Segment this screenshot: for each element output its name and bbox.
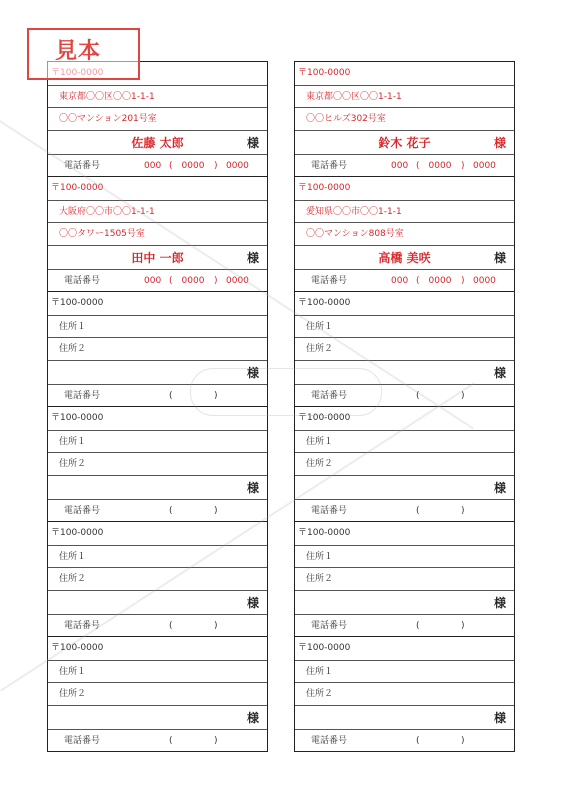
recipient-name-row[interactable]	[295, 705, 514, 729]
phone-paren-open: (	[169, 735, 173, 746]
recipient-name: 佐藤 太郎	[131, 135, 184, 150]
address-line-2[interactable]: 住所２	[48, 452, 267, 475]
address-line-2[interactable]: 住所２	[295, 567, 514, 590]
address-line-1[interactable]: 東京都〇〇区〇〇1-1-1	[48, 85, 267, 108]
recipient-name-row[interactable]	[295, 475, 514, 499]
phone-paren-open: (	[416, 390, 420, 401]
phone-label: 電話番号	[64, 160, 101, 171]
phone-paren-close: )	[461, 735, 465, 746]
phone-paren-open: (	[416, 735, 420, 746]
phone-exchange: 0000	[428, 160, 452, 171]
phone-label: 電話番号	[311, 160, 348, 171]
sample-stamp-label: 見本	[55, 39, 102, 64]
honorific-label: 様	[493, 595, 506, 610]
address-card	[295, 62, 514, 176]
honorific-label: 様	[493, 250, 506, 265]
phone-row[interactable]	[295, 614, 514, 637]
phone-paren-close: )	[461, 620, 465, 631]
phone-label: 電話番号	[64, 620, 101, 631]
address-line-2[interactable]: 〇〇マンション808号室	[295, 222, 514, 245]
phone-row[interactable]	[48, 729, 267, 752]
address-card	[48, 406, 267, 521]
phone-area-code: 000	[391, 275, 409, 286]
address-card	[295, 636, 514, 751]
phone-number: 0000	[473, 160, 496, 171]
phone-row[interactable]	[295, 269, 514, 292]
phone-row[interactable]	[48, 269, 267, 292]
address-card	[48, 521, 267, 636]
address-card	[295, 176, 514, 291]
postal-code[interactable]: 〒100-0000	[298, 183, 351, 193]
phone-paren-close: )	[461, 160, 465, 171]
phone-row[interactable]	[48, 499, 267, 522]
postal-code[interactable]: 〒100-0000	[51, 528, 104, 538]
phone-paren-open: (	[169, 620, 173, 631]
phone-row[interactable]	[48, 384, 267, 407]
phone-label: 電話番号	[64, 735, 101, 746]
phone-area-code: 000	[144, 275, 162, 286]
address-line-1[interactable]: 住所１	[295, 430, 514, 453]
address-line-2[interactable]: 住所２	[48, 682, 267, 705]
recipient-name: 高橋 美咲	[378, 250, 431, 265]
address-card	[295, 291, 514, 406]
phone-label: 電話番号	[64, 275, 101, 286]
sample-stamp	[27, 28, 140, 80]
address-line-2[interactable]: 住所２	[295, 452, 514, 475]
recipient-name-row[interactable]	[48, 590, 267, 614]
honorific-label: 様	[493, 710, 506, 725]
address-card	[48, 176, 267, 291]
recipient-name-row[interactable]	[48, 245, 267, 269]
phone-paren-close: )	[461, 505, 465, 516]
postal-code[interactable]: 〒100-0000	[298, 528, 351, 538]
address-line-2[interactable]: 住所２	[48, 567, 267, 590]
phone-row[interactable]	[48, 614, 267, 637]
honorific-label: 様	[246, 135, 259, 150]
recipient-name-row[interactable]	[48, 475, 267, 499]
phone-label: 電話番号	[64, 505, 101, 516]
recipient-name-row[interactable]	[48, 360, 267, 384]
address-line-2[interactable]: 〇〇マンション201号室	[48, 107, 267, 130]
phone-row[interactable]	[295, 499, 514, 522]
postal-code[interactable]: 〒100-0000	[51, 413, 104, 423]
phone-paren-close: )	[214, 620, 218, 631]
recipient-name-row[interactable]	[295, 360, 514, 384]
address-line-2[interactable]: 〇〇ヒルズ302号室	[295, 107, 514, 130]
address-column-right	[294, 61, 515, 752]
honorific-label: 様	[246, 710, 259, 725]
phone-exchange: 0000	[428, 275, 452, 286]
phone-paren-open: (	[416, 275, 420, 286]
phone-paren-close: )	[214, 160, 218, 171]
recipient-name-row[interactable]	[48, 130, 267, 154]
honorific-label: 様	[493, 480, 506, 495]
phone-paren-close: )	[461, 390, 465, 401]
phone-row[interactable]	[295, 729, 514, 752]
honorific-label: 様	[493, 135, 506, 150]
address-line-2[interactable]: 住所２	[48, 337, 267, 360]
postal-code[interactable]: 〒100-0000	[298, 643, 351, 653]
phone-paren-open: (	[416, 620, 420, 631]
recipient-name-row[interactable]	[295, 245, 514, 269]
phone-paren-open: (	[169, 275, 173, 286]
phone-paren-close: )	[214, 275, 218, 286]
address-card	[295, 406, 514, 521]
honorific-label: 様	[246, 595, 259, 610]
address-card	[48, 636, 267, 751]
recipient-name-row[interactable]	[295, 590, 514, 614]
honorific-label: 様	[246, 480, 259, 495]
postal-code[interactable]: 〒100-0000	[298, 413, 351, 423]
phone-paren-close: )	[461, 275, 465, 286]
phone-number: 0000	[226, 275, 249, 286]
address-line-1[interactable]: 大阪府〇〇市〇〇1-1-1	[48, 200, 267, 223]
phone-paren-close: )	[214, 505, 218, 516]
address-line-2[interactable]: 住所２	[295, 682, 514, 705]
recipient-name: 鈴木 花子	[378, 135, 431, 150]
phone-number: 0000	[473, 275, 496, 286]
phone-label: 電話番号	[311, 390, 348, 401]
phone-label: 電話番号	[311, 620, 348, 631]
postal-code[interactable]: 〒100-0000	[51, 643, 104, 653]
phone-paren-open: (	[169, 505, 173, 516]
recipient-name: 田中 一郎	[131, 250, 184, 265]
address-line-1[interactable]: 東京都〇〇区〇〇1-1-1	[295, 85, 514, 108]
address-line-1[interactable]: 住所１	[48, 430, 267, 453]
recipient-name-row[interactable]	[295, 130, 514, 154]
phone-label: 電話番号	[311, 275, 348, 286]
postal-code[interactable]: 〒100-0000	[298, 68, 351, 78]
address-line-1[interactable]: 住所１	[48, 660, 267, 683]
phone-label: 電話番号	[311, 505, 348, 516]
postal-code[interactable]: 〒100-0000	[51, 183, 104, 193]
honorific-label: 様	[493, 365, 506, 380]
address-line-1[interactable]: 住所１	[295, 545, 514, 568]
address-line-1[interactable]: 住所１	[295, 660, 514, 683]
address-line-2[interactable]: 住所２	[295, 337, 514, 360]
postal-code[interactable]: 〒100-0000	[51, 298, 104, 308]
phone-exchange: 0000	[181, 275, 205, 286]
address-column-left	[47, 61, 268, 752]
address-line-1[interactable]: 住所１	[48, 315, 267, 338]
recipient-name-row[interactable]	[48, 705, 267, 729]
phone-area-code: 000	[144, 160, 162, 171]
phone-number: 0000	[226, 160, 249, 171]
address-line-1[interactable]: 住所１	[295, 315, 514, 338]
phone-paren-open: (	[416, 505, 420, 516]
honorific-label: 様	[246, 365, 259, 380]
phone-exchange: 0000	[181, 160, 205, 171]
phone-area-code: 000	[391, 160, 409, 171]
address-card	[48, 291, 267, 406]
phone-row[interactable]	[295, 154, 514, 177]
phone-paren-open: (	[416, 160, 420, 171]
phone-label: 電話番号	[64, 390, 101, 401]
address-card	[295, 521, 514, 636]
phone-row[interactable]	[295, 384, 514, 407]
honorific-label: 様	[246, 250, 259, 265]
phone-paren-open: (	[169, 390, 173, 401]
phone-label: 電話番号	[311, 735, 348, 746]
phone-paren-open: (	[169, 160, 173, 171]
address-line-2[interactable]: 〇〇タワー1505号室	[48, 222, 267, 245]
address-line-1[interactable]: 愛知県〇〇市〇〇1-1-1	[295, 200, 514, 223]
phone-paren-close: )	[214, 735, 218, 746]
postal-code[interactable]: 〒100-0000	[298, 298, 351, 308]
phone-row[interactable]	[48, 154, 267, 177]
address-line-1[interactable]: 住所１	[48, 545, 267, 568]
phone-paren-close: )	[214, 390, 218, 401]
